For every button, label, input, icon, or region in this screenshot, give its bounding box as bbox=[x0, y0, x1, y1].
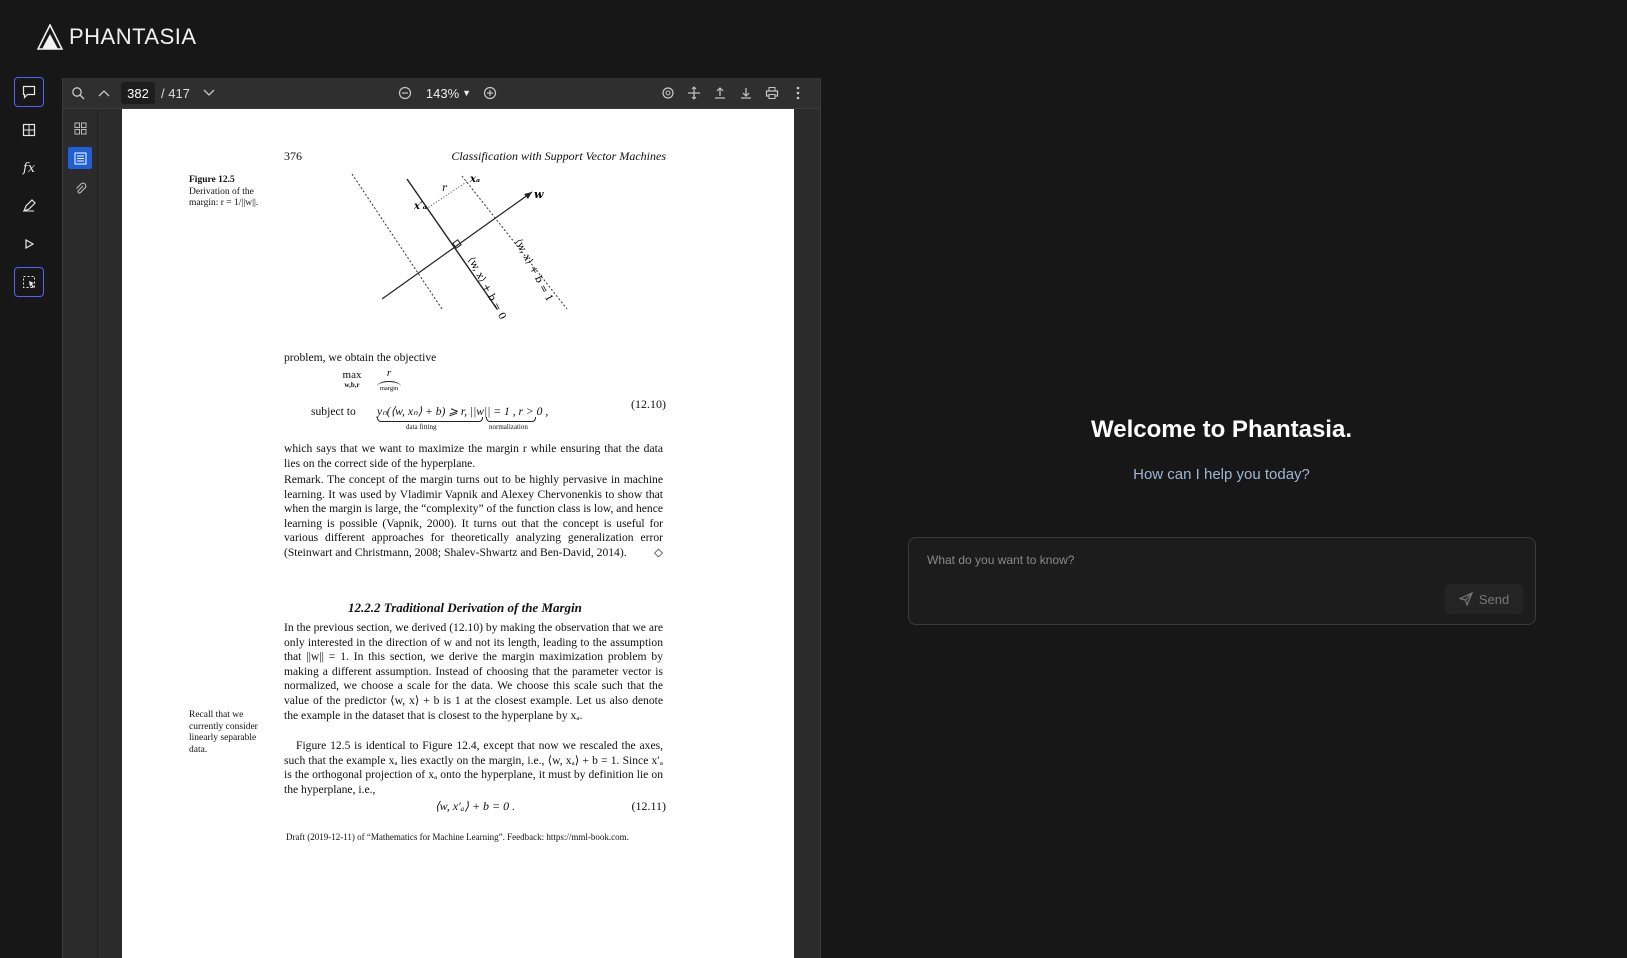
annotate-button[interactable] bbox=[14, 191, 44, 221]
eq-r: r bbox=[386, 367, 392, 379]
send-button[interactable] bbox=[1445, 584, 1523, 614]
eq-under-data-fitting: data fitting bbox=[406, 423, 437, 431]
phantasia-logo-icon bbox=[37, 24, 63, 50]
paragraph: Figure 12.5 is identical to Figure 12.4, except that now we rescaled the axes, such that the example xₐ lies exactly on the margin, i.e., ⟨w, xₐ⟩ + b = 1. Since x′ₐ is the orthogonal projection of xₐ onto the hyperplane, it must by definition lie on the hyperplane, i.e., bbox=[284, 739, 663, 796]
label-plane0: ⟨w, x⟩ + b = 0 bbox=[465, 255, 508, 322]
select-area-button[interactable] bbox=[14, 267, 44, 297]
page-number: 376 bbox=[284, 149, 302, 163]
chat-icon bbox=[22, 85, 36, 99]
side-note: Recall that we currently consider linearly separable data. bbox=[189, 710, 258, 755]
page-total: / 417 bbox=[161, 85, 190, 101]
zoom-select[interactable] bbox=[426, 86, 471, 101]
label-x-a-prime: x′ₐ bbox=[414, 201, 427, 212]
welcome-subtitle: How can I help you today? bbox=[1133, 466, 1310, 483]
pdf-viewer bbox=[62, 78, 821, 958]
play-button[interactable] bbox=[14, 229, 44, 259]
label-r: r bbox=[442, 183, 447, 194]
figure-label: Figure 12.5 bbox=[189, 175, 235, 185]
equation-number: (12.11) bbox=[631, 799, 666, 813]
table-button[interactable] bbox=[14, 115, 44, 145]
eq-margin: margin bbox=[377, 381, 401, 392]
search-icon[interactable] bbox=[65, 80, 91, 106]
chat-box bbox=[908, 537, 1536, 625]
zoom-in-icon[interactable] bbox=[477, 80, 503, 106]
function-button[interactable] bbox=[14, 153, 44, 183]
zoom-out-icon[interactable] bbox=[392, 80, 418, 106]
page-number-input[interactable]: 382 bbox=[121, 82, 155, 104]
upload-icon[interactable] bbox=[707, 80, 733, 106]
caret-down-icon: ▼ bbox=[462, 88, 472, 98]
rotate-icon[interactable] bbox=[655, 80, 681, 106]
chat-button[interactable] bbox=[14, 77, 44, 107]
outline-button[interactable] bbox=[68, 147, 92, 169]
remark-text: Remark. The concept of the margin turns out to be highly pervasive in machine learning. It was used by Vladimir Vapnik and Alexey Chervonenkis to show that when the margin is large, the “complexity” of the function class is low, and hence learning is possible (Vapnik, 2000). It turns out that the concept is useful for various different approaches for theoretically analyzing generalization error (Steinwart and Christmann, 2008; Shalev-Shwartz and Ben-David, 2014). bbox=[284, 473, 663, 559]
function-icon: fx bbox=[22, 160, 36, 176]
eq-subject: subject to bbox=[311, 405, 356, 418]
attachments-button[interactable] bbox=[68, 177, 92, 199]
equation-12-11: ⟨w, x′ₐ⟩ + b = 0 . bbox=[435, 799, 516, 813]
pdf-toolbar bbox=[63, 78, 820, 109]
thumbnails-icon bbox=[74, 122, 87, 135]
more-options-icon[interactable] bbox=[785, 80, 811, 106]
chat-input[interactable] bbox=[925, 552, 1449, 568]
play-icon bbox=[23, 238, 35, 250]
section-heading: 12.2.2 Traditional Derivation of the Margin bbox=[348, 600, 582, 615]
eq-max: max bbox=[342, 369, 362, 381]
label-plane1: ⟨w, x⟩ + b = 1 bbox=[512, 237, 555, 304]
pan-icon[interactable] bbox=[681, 80, 707, 106]
paragraph: problem, we obtain the objective bbox=[284, 351, 437, 364]
remark-paragraph bbox=[284, 473, 663, 561]
eq-max-sub: w,b,r bbox=[344, 381, 360, 389]
paragraph: which says that we want to maximize the margin r while ensuring that the data lies on the correct side of the hyperplane. bbox=[284, 442, 663, 470]
select-icon bbox=[22, 275, 36, 289]
annotate-icon bbox=[22, 199, 36, 213]
app-logo bbox=[37, 24, 197, 50]
next-page-icon[interactable] bbox=[196, 80, 222, 106]
welcome-title: Welcome to Phantasia. bbox=[1091, 416, 1352, 443]
outline-icon bbox=[74, 152, 87, 165]
paperclip-icon bbox=[74, 182, 87, 195]
download-icon[interactable] bbox=[733, 80, 759, 106]
previous-page-icon[interactable] bbox=[91, 80, 117, 106]
pdf-page bbox=[122, 109, 794, 958]
label-x-a: xₐ bbox=[470, 174, 481, 185]
send-icon bbox=[1459, 592, 1473, 606]
thumbnails-button[interactable] bbox=[68, 117, 92, 139]
eq-under-normalization: normalization bbox=[489, 423, 528, 431]
figure-caption-text: Derivation of the margin: r = 1/||w||. bbox=[189, 186, 259, 208]
page-footer: Draft (2019-12-11) of “Mathematics for Machine Learning”. Feedback: https://mml-book.com. bbox=[286, 832, 629, 842]
app-name: PHANTASIA bbox=[69, 24, 197, 49]
send-label: Send bbox=[1478, 591, 1510, 607]
figure-caption bbox=[189, 175, 267, 210]
label-w: w bbox=[534, 188, 544, 201]
running-title: Classification with Support Vector Machines bbox=[451, 149, 666, 163]
margin-diagram bbox=[342, 164, 602, 339]
paragraph: In the previous section, we derived (12.10) by making the observation that we are only interested in the direction of w and not its length, leading to the assumption that ||w|| = 1. In this section, we derive the margin maximization problem by making a different assumption. Instead of choosing that the parameter vector is normalized, we choose a scale for the data. We choose this scale such that the value of the predictor ⟨w, x⟩ + b is 1 at the closest example. Let us also denote the example in the dataset that is closest to the hyperplane by xₐ. bbox=[284, 621, 663, 722]
tool-rail bbox=[14, 77, 46, 305]
print-icon[interactable] bbox=[759, 80, 785, 106]
table-icon bbox=[22, 123, 36, 137]
equation-number: (12.10) bbox=[631, 397, 666, 411]
eq-constraint: yₙ(⟨w, xₙ⟩ + b) ⩾ r, ||w|| = 1 , r > 0 , bbox=[377, 405, 549, 418]
sidebar-panel bbox=[63, 109, 98, 958]
remark-end-mark: ◇ bbox=[654, 545, 663, 559]
zoom-value: 143% bbox=[425, 85, 460, 101]
